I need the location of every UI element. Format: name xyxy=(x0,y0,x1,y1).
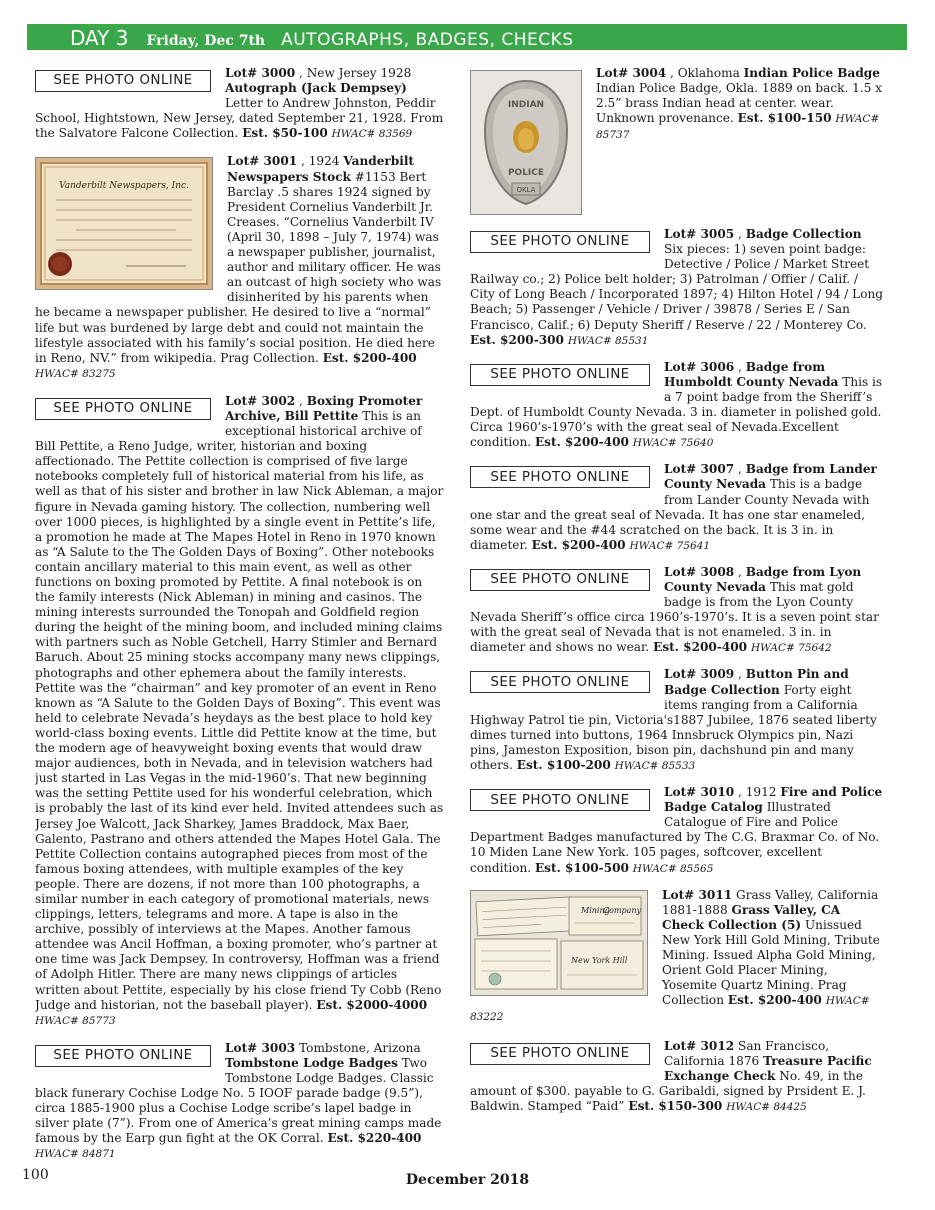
lot-separator: , xyxy=(297,154,309,169)
lot-number: Lot# 3008 xyxy=(664,564,735,579)
lot-title-prefix: Grass Valley, California 1881-1888 xyxy=(662,887,879,917)
check-text-company: Company xyxy=(603,905,642,915)
lot-number: Lot# 3012 xyxy=(664,1038,735,1053)
lot-estimate: Est. $100-200 xyxy=(516,758,611,772)
lot-title: Boxing Promoter Archive, Bill Pettite xyxy=(225,393,423,423)
lot-number: Lot# 3005 xyxy=(664,227,735,241)
stock-certificate-image xyxy=(35,157,213,290)
lot-hwac: HWAC# 85773 xyxy=(35,1014,116,1027)
badge-bottom-text: POLICE xyxy=(507,168,545,178)
lot-number: Lot# 3004 xyxy=(596,66,667,80)
right-column xyxy=(470,66,885,1126)
lot-number: Lot# 3002 xyxy=(225,393,296,408)
lot-estimate: Est. $220-400 xyxy=(327,1131,422,1146)
lot-estimate: Est. $100-150 xyxy=(737,111,832,126)
category-label: AUTOGRAPHS, BADGES, CHECKS xyxy=(281,30,574,50)
lot-number: Lot# 3007 xyxy=(664,462,735,477)
lot-title-prefix: 1912 xyxy=(745,785,781,800)
lot-estimate: Est. $100-500 xyxy=(534,860,629,875)
lot-number: Lot# 3006 xyxy=(664,359,735,374)
lot-title: Indian Police Badge xyxy=(743,66,880,80)
see-photo-online-button[interactable]: SEE PHOTO ONLINE xyxy=(470,231,650,253)
lot-description: This is a 7 point badge from the Sheriff’s Dept. of Humboldt County Nevada. 3 in. diameter in polished gold. Circa 1960’s-1970’s with the great seal of Nevada.Excellent condition. xyxy=(470,374,883,450)
lot-number: Lot# 3011 xyxy=(662,887,733,902)
badge-state-text: OKLA xyxy=(516,186,536,194)
see-photo-online-button[interactable]: SEE PHOTO ONLINE xyxy=(470,1043,650,1065)
lot-number: Lot# 3003 xyxy=(225,1040,296,1055)
indian-police-badge-image xyxy=(470,70,582,215)
see-photo-online-button[interactable]: SEE PHOTO ONLINE xyxy=(35,1045,211,1067)
lot-title: Tombstone Lodge Badges xyxy=(225,1055,398,1070)
badge-top-text: INDIAN xyxy=(507,100,545,110)
see-photo-online-button[interactable]: SEE PHOTO ONLINE xyxy=(470,466,650,488)
lot-hwac: HWAC# 75640 xyxy=(632,437,714,450)
lot-separator: , xyxy=(295,393,307,408)
lot-estimate: Est. $150-300 xyxy=(628,1098,723,1113)
lot-description: This mat gold badge is from the Lyon County Nevada Sheriff’s office circa 1960’s-1970’s. It is a seven point star with the great seal of Nevada that is not enameled. 3 in. in diameter and shows no wear. xyxy=(470,579,879,655)
lot-description: This is an exceptional historical archive of Bill Pettite, a Reno Judge, writer, historian and boxing affectionado. The Pettite collection is comprised of five large notebooks completely full of historical material from his life, as well as that of his sister and brother in law Nick Ableman, a major figure in Nevada gaming history. The collection, numbering well over 1000 pieces, is highlighted by a single event in Pettite’s life, a promotion he made at The Mapes Hotel in Reno in 1970 known as “A Salute to the The Golden Days of Boxing”. Other notebooks contain ancillary material to this main event, as well as other functions on boxing promoted by Pettite. A final notebook is on the family interests (Nick Ableman) in mining and casinos. The mining interests surrounded the Tonopah and Goldfield region during the height of the mining boom, and included mining claims with partners such as Noble Getchell, Harry Stimler and Bernard Baruch. About 25 mining stocks accompany many news clippings, photographs and other ephemera about the family interests. Pettite was the “chairman” and key promoter of an event in Reno known as “A Salute to the Golden Days of Boxing”. This event was held to celebrate Nevada’s heydays as the best place to hold key world-class boxing events. Little did Pettite know at the time, but the modern age of heavyweight boxing events that would draw major audiences, both in Nevada, and in television watchers had just started in Las Vegas in the mid-1960’s. That new beginning was the setting Pettite used for his wonderful celebration, which is probably the last of its kind ever held. Invited attendees such as Jersey Joe Walcott, Jack Sharkey, James Braddock, Max Baer, Galento, Pastrano and others attended the Mapes Hotel Gala. The Pettite Collection contains autographed pieces from most of the famous boxing attendees, with multiple examples of the key people. There are dozens, if not more than 100 photographs, a similar number in each category of promotional materials, news clippings, letters, telegrams and more. A tape is also in the archive, possibly of interviews at the Mapes. Another famous attendee was Ancil Hoffman, a boxing promoter, who’s partner at one time was Jack Dempsey. In controversy, Hoffman was a friend of Adolph Hitler. There are many news clippings of articles written about Pettite, especially by his close friend Ty Cobb (Reno Judge and historian, not the baseball player). xyxy=(35,408,444,1012)
lot-3006 xyxy=(470,360,885,452)
lot-title: Grass Valley, CA Check Collection (5) xyxy=(662,902,841,932)
see-photo-online-button[interactable]: SEE PHOTO ONLINE xyxy=(470,789,650,811)
lot-title: Badge from Lyon County Nevada xyxy=(664,564,862,594)
lot-description: Forty eight items ranging from a California Highway Patrol tie pin, Victoria's1887 Jubilee, 1876 seated liberty dimes turned into buttons, 1964 Innsbruck Olympics pin, Nazi pins, Jameston Exposition, bison pin, dachshund pin and many others. xyxy=(470,682,877,772)
day-label: DAY 3 xyxy=(70,26,129,50)
lot-estimate: Est. $200-300 xyxy=(470,332,564,347)
lot-estimate: Est. $200-400 xyxy=(534,435,629,450)
lot-separator: , xyxy=(734,564,746,579)
lot-title-prefix: Tombstone, Arizona xyxy=(299,1040,421,1055)
lot-title: Fire and Police Badge Catalog xyxy=(664,785,883,815)
lot-title-prefix: 1924 xyxy=(308,154,344,169)
lot-separator: , xyxy=(295,66,307,80)
lot-hwac: HWAC# 75641 xyxy=(629,539,711,552)
lot-title: Badge from Humboldt County Nevada xyxy=(664,359,839,389)
lot-3005 xyxy=(470,227,885,349)
see-photo-online-button[interactable]: SEE PHOTO ONLINE xyxy=(470,364,650,386)
lot-description: Unissued New York Hill Gold Mining, Tribute Mining. Issued Alpha Gold Mining, Orient Gold Placer Mining, Yosemite Quartz Mining. Prag Collection xyxy=(662,917,880,1008)
lot-title-prefix: Oklahoma xyxy=(677,66,744,80)
lot-number: Lot# 3010 xyxy=(664,785,735,800)
lot-description: Two Tombstone Lodge Badges. Classic black funerary Cochise Lodge No. 5 IOOF parade badge (9.5”), circa 1885-1900 plus a Cochise Lodge scribe’s lapel badge in silver plate (7”). From one of America’s great mining camps made famous by the Earp gun fight at the OK Corral. xyxy=(35,1055,442,1146)
lot-title: Button Pin and Badge Collection xyxy=(664,667,849,697)
lot-separator: , xyxy=(734,667,746,682)
lot-separator: , xyxy=(734,462,746,477)
lot-3004 xyxy=(470,66,885,221)
check-text-newyorkhill: New York Hill xyxy=(571,955,628,965)
lot-3011 xyxy=(470,888,885,1026)
lot-hwac: HWAC# 85565 xyxy=(632,862,714,875)
lot-estimate: Est. $50-100 xyxy=(242,126,328,141)
lot-number: Lot# 3000 xyxy=(225,66,296,80)
lot-3001 xyxy=(35,154,445,381)
lot-estimate: Est. $200-400 xyxy=(653,640,748,655)
see-photo-online-button[interactable]: SEE PHOTO ONLINE xyxy=(35,70,211,92)
see-photo-online-button[interactable]: SEE PHOTO ONLINE xyxy=(35,398,211,420)
lot-estimate: Est. $200-400 xyxy=(727,993,822,1008)
lot-number: Lot# 3001 xyxy=(227,154,298,169)
check-text-mining: Mining xyxy=(581,905,610,915)
lot-hwac: HWAC# 85531 xyxy=(567,334,649,347)
lot-hwac: HWAC# 84425 xyxy=(726,1100,807,1113)
footer-date: December 2018 xyxy=(405,1172,530,1188)
lot-hwac: HWAC# 84871 xyxy=(35,1148,116,1161)
lot-separator: , xyxy=(734,359,746,374)
lot-title-prefix: San Francisco, California 1876 xyxy=(664,1038,830,1068)
lot-3003 xyxy=(35,1041,445,1163)
lot-estimate: Est. $2000-4000 xyxy=(316,997,428,1012)
lot-description: #1153 Bert Barclay .5 shares 1924 signed by President Cornelius Vanderbilt Jr. Creases. “Cornelius Vanderbilt IV (April 30, 1898 – July 7, 1974) was a newspaper publisher, journalist, author and military officer. He was an outcast of high society who was disinherited by his parents when he became a newspaper publisher. He desired to live a “normal” life but was burdened by large debt and could not maintain the lifestyle associated with his family’s social position. He died here in Reno, NV.” from wikipedia. Prag Collection. xyxy=(35,169,442,365)
lot-title: Autograph (Jack Dempsey) xyxy=(225,81,407,96)
lot-hwac: HWAC# 85533 xyxy=(614,760,696,772)
lot-description: Illustrated Catalogue of Fire and Police Department Badges manufactured by The C.G. Braxmar Co. of No. 10 Miden Lane New York. 105 pages, softcover, excellent condition. xyxy=(470,800,880,875)
lot-hwac: HWAC# 83275 xyxy=(35,367,116,380)
certificate-title: Vanderbilt Newspapers, Inc. xyxy=(59,181,189,192)
lot-title: Vanderbilt Newspapers Stock xyxy=(227,154,414,184)
lot-description: Indian Police Badge, Okla. 1889 on back. 1.5 x 2.5” brass Indian head at center. wear. Unknown provenance. xyxy=(596,81,883,126)
check-collection-image xyxy=(470,890,648,996)
see-photo-online-button[interactable]: SEE PHOTO ONLINE xyxy=(470,671,650,693)
lot-description: Six pieces: 1) seven point badge: Detective / Police / Market Street Railway co.; 2) Police belt holder; 3) Patrolman / Offier / Calif. / City of Long Beach / Incorporated 1897; 4) Hilton Hotel / 94 / Long Beach; 5) Passenger / Vehicle / Driver / 39878 / Series E / San Francisco, Calif.; 6) Deputy Sheriff / Reserve / 22 / Monterey Co. xyxy=(470,242,884,332)
date-label: Friday, Dec 7th xyxy=(146,33,266,49)
section-banner xyxy=(27,24,907,50)
lot-3002 xyxy=(35,394,445,1029)
lot-estimate: Est. $200-400 xyxy=(531,537,626,552)
lot-title-prefix: New Jersey 1928 xyxy=(306,66,412,80)
lot-description: No. 49, in the amount of $300. payable to G. Garibaldi, signed by Prsident E. J. Baldwin. Stamped “Paid” xyxy=(470,1068,866,1113)
see-photo-online-button[interactable]: SEE PHOTO ONLINE xyxy=(470,569,650,591)
left-column xyxy=(35,66,445,1174)
lot-hwac: HWAC# 85737 xyxy=(596,113,880,142)
lot-3012 xyxy=(470,1039,885,1115)
lot-description: Letter to Andrew Johnston, Peddir School, Hightstown, New Jersey, dated September 21, 1928. From the Salvatore Falcone Collection. xyxy=(35,96,444,141)
lot-3010 xyxy=(470,785,885,877)
lot-estimate: Est. $200-400 xyxy=(322,350,417,365)
lot-description: This is a badge from Lander County Nevada with one star and the great seal of Nevada. It has one star enameled, some wear and the #44 scratched on the back. It is 3 in. in diameter. xyxy=(470,477,870,552)
lot-title: Badge from Lander County Nevada xyxy=(664,462,877,492)
lot-separator: , xyxy=(734,227,746,241)
lot-separator: , xyxy=(666,66,678,80)
lot-3008 xyxy=(470,565,885,657)
lot-hwac: HWAC# 75642 xyxy=(750,642,832,655)
lot-hwac: HWAC# 83569 xyxy=(331,128,413,141)
lot-separator: , xyxy=(734,785,746,800)
lot-title: Treasure Pacific Exchange Check xyxy=(664,1053,872,1083)
lot-title: Badge Collection xyxy=(745,227,862,241)
page-number: 100 xyxy=(22,1167,49,1183)
lot-3009 xyxy=(470,667,885,774)
lot-3000 xyxy=(35,66,445,142)
lot-hwac: HWAC# 83222 xyxy=(470,995,870,1024)
lot-3007 xyxy=(470,462,885,554)
lot-number: Lot# 3009 xyxy=(664,667,735,682)
